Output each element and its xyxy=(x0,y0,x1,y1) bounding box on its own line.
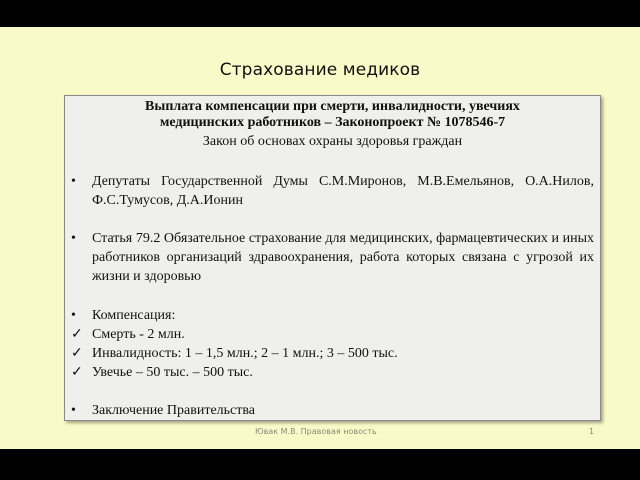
content-heading xyxy=(65,99,600,131)
bullet-icon: • xyxy=(71,231,76,246)
slide xyxy=(0,27,640,449)
list-item-text: Инвалидность: 1 – 1,5 млн.; 2 – 1 млн.; 3 – 500 тыс. xyxy=(92,346,398,361)
content-heading-line-2: медицинских работников – Законопроект № 1078546-7 xyxy=(159,115,506,130)
checkmark-icon: ✓ xyxy=(71,327,83,342)
bullet-icon: • xyxy=(71,308,76,323)
bullet-icon: • xyxy=(71,174,76,189)
list-item-text: Заключение Правительства xyxy=(92,403,255,418)
checkmark-icon: ✓ xyxy=(71,365,83,380)
list-item-text: Депутаты Государственной Думы С.М.Миронов, М.В.Емельянов, О.А.Нилов, Ф.С.Тумусов, Д.А.Ионин xyxy=(92,174,594,208)
list-item-text: Увечье – 50 тыс. – 500 тыс. xyxy=(92,365,253,380)
content-subheading: Закон об основах охраны здоровья граждан xyxy=(202,134,463,149)
bullet-icon: • xyxy=(71,403,76,418)
content-heading-line-1: Выплата компенсации при смерти, инвалидности, увечиях xyxy=(145,99,520,114)
footer-page-number: 1 xyxy=(589,427,595,436)
list-item-text: Компенсация: xyxy=(92,308,176,323)
checkmark-icon: ✓ xyxy=(71,346,83,361)
list-item-text: Смерть - 2 млн. xyxy=(92,327,185,342)
list-item-text: Статья 79.2 Обязательное страхование для медицинских, фармацевтических и иных работников организаций здравоохранения, работа которых связана с угрозой их жизни и здоровью xyxy=(92,231,594,284)
footer-author: Ювак М.В. Правовая новость xyxy=(255,427,377,436)
content-box xyxy=(64,95,601,421)
slide-title: Страхование медиков xyxy=(219,60,421,80)
